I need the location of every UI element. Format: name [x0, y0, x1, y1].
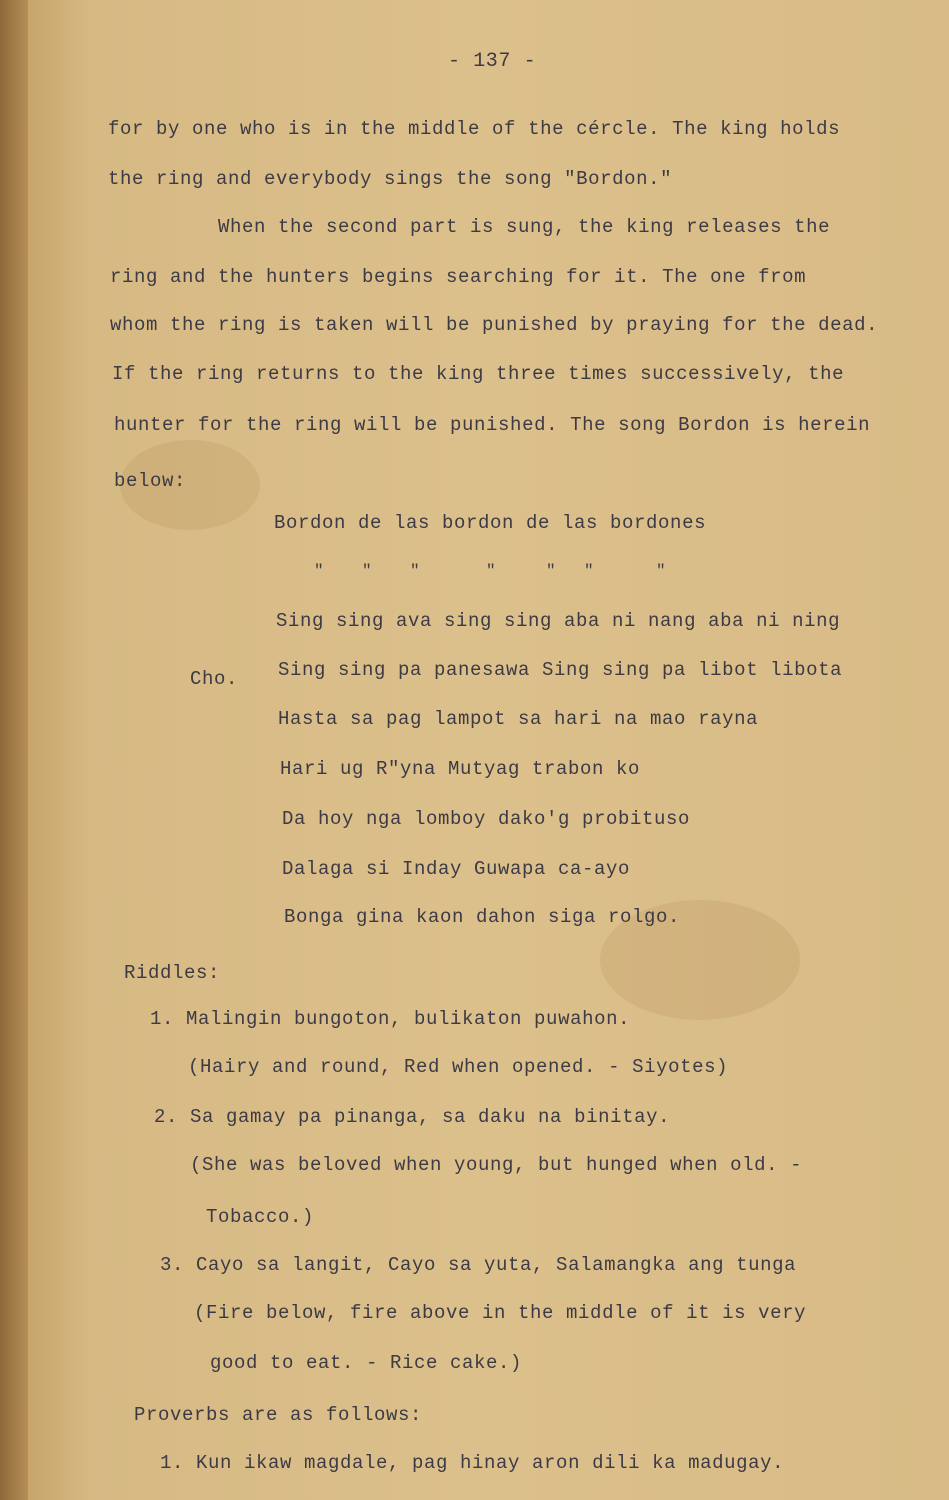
- song-line: Dalaga si Inday Guwapa ca-ayo: [282, 858, 631, 880]
- paragraph-line: ring and the hunters begins searching for it. The one from: [110, 266, 807, 288]
- riddle-answer: Tobacco.): [206, 1206, 315, 1228]
- riddle-answer: (She was beloved when young, but hunged when old. -: [190, 1154, 803, 1176]
- paragraph-line: the ring and everybody sings the song "Bordon.": [108, 168, 673, 190]
- riddle-item: 1. Malingin bungoton, bulikaton puwahon.: [150, 1008, 631, 1030]
- ditto-mark: ": [656, 562, 666, 580]
- book-spine-shadow: [0, 0, 28, 1500]
- song-line: Hari ug R"yna Mutyag trabon ko: [280, 758, 641, 780]
- proverb-item: 1. Kun ikaw magdale, pag hinay aron dili ka madugay.: [160, 1452, 785, 1474]
- ditto-mark: ": [584, 562, 594, 580]
- ditto-mark: ": [314, 562, 324, 580]
- chorus-label: Cho.: [190, 668, 239, 690]
- riddle-item: 2. Sa gamay pa pinanga, sa daku na binitay.: [154, 1106, 671, 1128]
- paragraph-line: hunter for the ring will be punished. The song Bordon is herein: [114, 414, 871, 436]
- paragraph-line: whom the ring is taken will be punished by praying for the dead.: [110, 314, 879, 336]
- song-line: Bordon de las bordon de las bordones: [274, 512, 707, 534]
- paragraph-line: for by one who is in the middle of the cércle. The king holds: [108, 118, 841, 140]
- song-line: Sing sing ava sing sing aba ni nang aba ni ning: [276, 610, 841, 632]
- riddles-heading: Riddles:: [124, 962, 221, 984]
- song-line: Da hoy nga lomboy dako'g probituso: [282, 808, 691, 830]
- ditto-mark: ": [546, 562, 556, 580]
- riddle-answer: (Fire below, fire above in the middle of it is very: [194, 1302, 807, 1324]
- riddle-answer: good to eat. - Rice cake.): [210, 1352, 523, 1374]
- ditto-mark: ": [362, 562, 372, 580]
- riddle-item: 3. Cayo sa langit, Cayo sa yuta, Salamangka ang tunga: [160, 1254, 797, 1276]
- song-line: Sing sing pa panesawa Sing sing pa libot libota: [278, 659, 843, 681]
- paragraph-line: below:: [114, 470, 187, 492]
- ditto-mark: ": [410, 562, 420, 580]
- page-number: - 137 -: [448, 50, 537, 73]
- song-line: Bonga gina kaon dahon siga rolgo.: [284, 906, 681, 928]
- riddle-answer: (Hairy and round, Red when opened. - Siyotes): [188, 1056, 729, 1078]
- proverbs-heading: Proverbs are as follows:: [134, 1404, 423, 1426]
- song-line: Hasta sa pag lampot sa hari na mao rayna: [278, 708, 759, 730]
- paragraph-line: When the second part is sung, the king releases the: [218, 216, 831, 238]
- paragraph-line: If the ring returns to the king three times successively, the: [112, 363, 845, 385]
- ditto-mark: ": [486, 562, 496, 580]
